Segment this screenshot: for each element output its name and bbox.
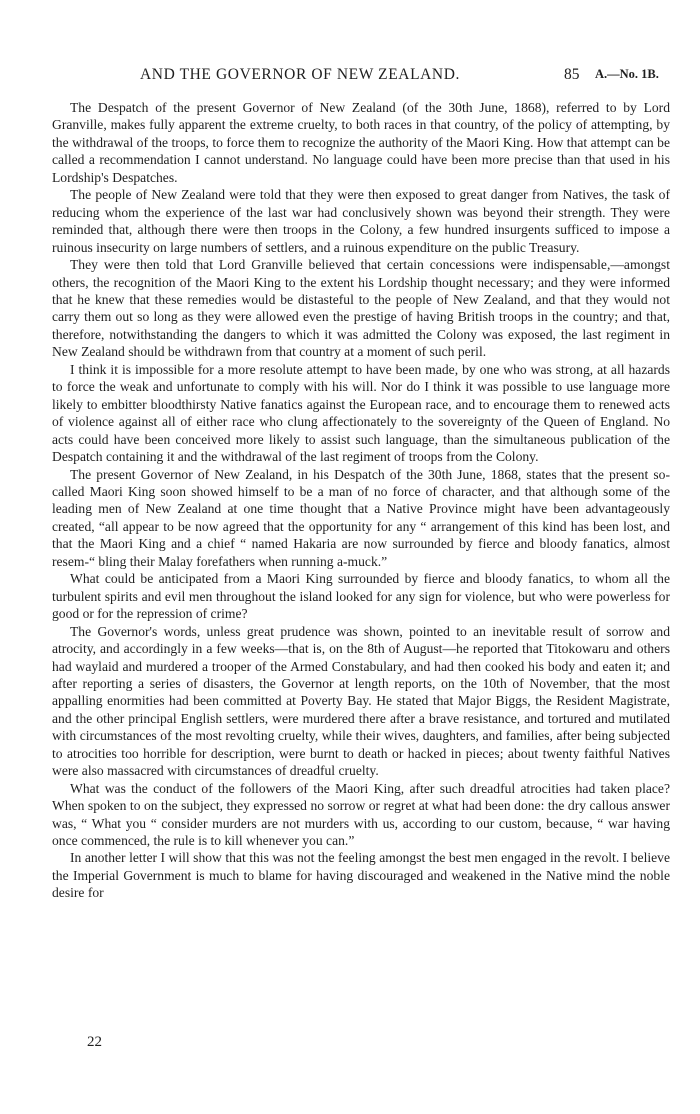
paragraph: What could be anticipated from a Maori King surrounded by fierce and bloody fanatics, to whom all the turbulent spirits and evil men throughout the island looked for any sign for violence, but who were powerless for good or for the repression of crime? <box>52 571 670 622</box>
page-header <box>0 66 700 88</box>
paragraph: They were then told that Lord Granville believed that certain concessions were indispensable,—amongst others, the recognition of the Maori King to the extent his Lordship thought necessary; and they were informed that he knew that these remedies would be distasteful to the people of New Zealand, and that they would not carry them out so long as they were allowed even the prestige of having British troops in the country; and that, therefore, notwithstanding the dangers to which it was admitted the Colony was exposed, the last regiment in New Zealand should be withdrawn from that country at a moment of such peril. <box>52 257 670 360</box>
paragraph: The Governor's words, unless great prudence was shown, pointed to an inevitable result of sorrow and atrocity, and accordingly in a few weeks—that is, on the 8th of August—he reported that Titokowaru and others had waylaid and murdered a trooper of the Armed Constabulary, and had then cooked his body and eaten it; and after reporting a series of disasters, the Governor at length reports, on the 10th of November, that the most appalling enormities had been committed at Poverty Bay. He stated that Major Biggs, the Resident Magistrate, and the other principal English settlers, were murdered there after a brave resistance, and tortured and mutilated with circumstances of the most revolting cruelty, while their wives, daughters, and families, after being subjected to atrocities too horrible for description, were burnt to death or hacked in pieces; about twenty faithful Natives were also massacred with circumstances of dreadful cruelty. <box>52 623 670 779</box>
body-text <box>52 99 670 902</box>
paragraph: The people of New Zealand were told that they were then exposed to great danger from Natives, the task of reducing whom the experience of the last war had conclusively shown was beyond their strength. They were reminded that, although there were then troops in the Colony, a few hundred insurgents sufficed to impose a ruinous insecurity on large numbers of settlers, and a ruinous expenditure on the public Treasury. <box>52 187 670 255</box>
paragraph: In another letter I will show that this was not the feeling amongst the best men engaged in the revolt. I believe the Imperial Government is much to blame for having discouraged and weakened in the Native mind the noble desire for <box>52 850 670 901</box>
running-title: AND THE GOVERNOR OF NEW ZEALAND. <box>140 66 460 83</box>
paragraph: What was the conduct of the followers of the Maori King, after such dreadful atrocities had taken place? When spoken to on the subject, they expressed no sorrow or regret at what had been done: the dry callous answer was, “ What you “ consider murders are not murders with us, according to our custom, because, “ war having once commenced, the rule is to kill whenever you can.” <box>52 780 670 849</box>
paragraph: I think it is impossible for a more resolute attempt to have been made, by one who was strong, at all hazards to force the weak and unfortunate to comply with his will. Nor do I think it was possible to use language more likely to embitter bloodthirsty Native fanatics against the European race, and to encourage them to renewed acts of violence against all of either race who clung affectionately to the sovereignty of the Queen of England. No acts could have been conceived more likely to assist such language, than the simultaneous publication of the Despatch containing it and the withdrawal of the last regiment of troops from the Colony. <box>52 361 670 465</box>
signature-mark: 22 <box>87 1034 102 1050</box>
page-number: 85 <box>564 66 580 83</box>
paragraph: The present Governor of New Zealand, in his Despatch of the 30th June, 1868, states that the present so-called Maori King soon showed himself to be a man of no force of character, and that although some of the leading men of New Zealand at one time thought that a Native Province might have been advantageously created, “all appear to be now agreed that the opportunity for any “ arrangement of this kind has been lost, and that the Maori King and a chief “ named Hakaria are now surrounded by fierce and bloody fanatics, almost resem-“ bling their Malay forefathers when running a-muck.” <box>52 466 670 569</box>
document-reference: A.—No. 1B. <box>595 67 659 81</box>
paragraph: The Despatch of the present Governor of New Zealand (of the 30th June, 1868), referred to by Lord Granville, makes fully apparent the extreme cruelty, to both races in that country, of the policy of attempting, by the withdrawal of the troops, to force them to recognize the authority of the Maori King. How that attempt can be called a recommendation I cannot understand. No language could have been more precise than that used in his Lordship's Despatches. <box>52 100 670 185</box>
